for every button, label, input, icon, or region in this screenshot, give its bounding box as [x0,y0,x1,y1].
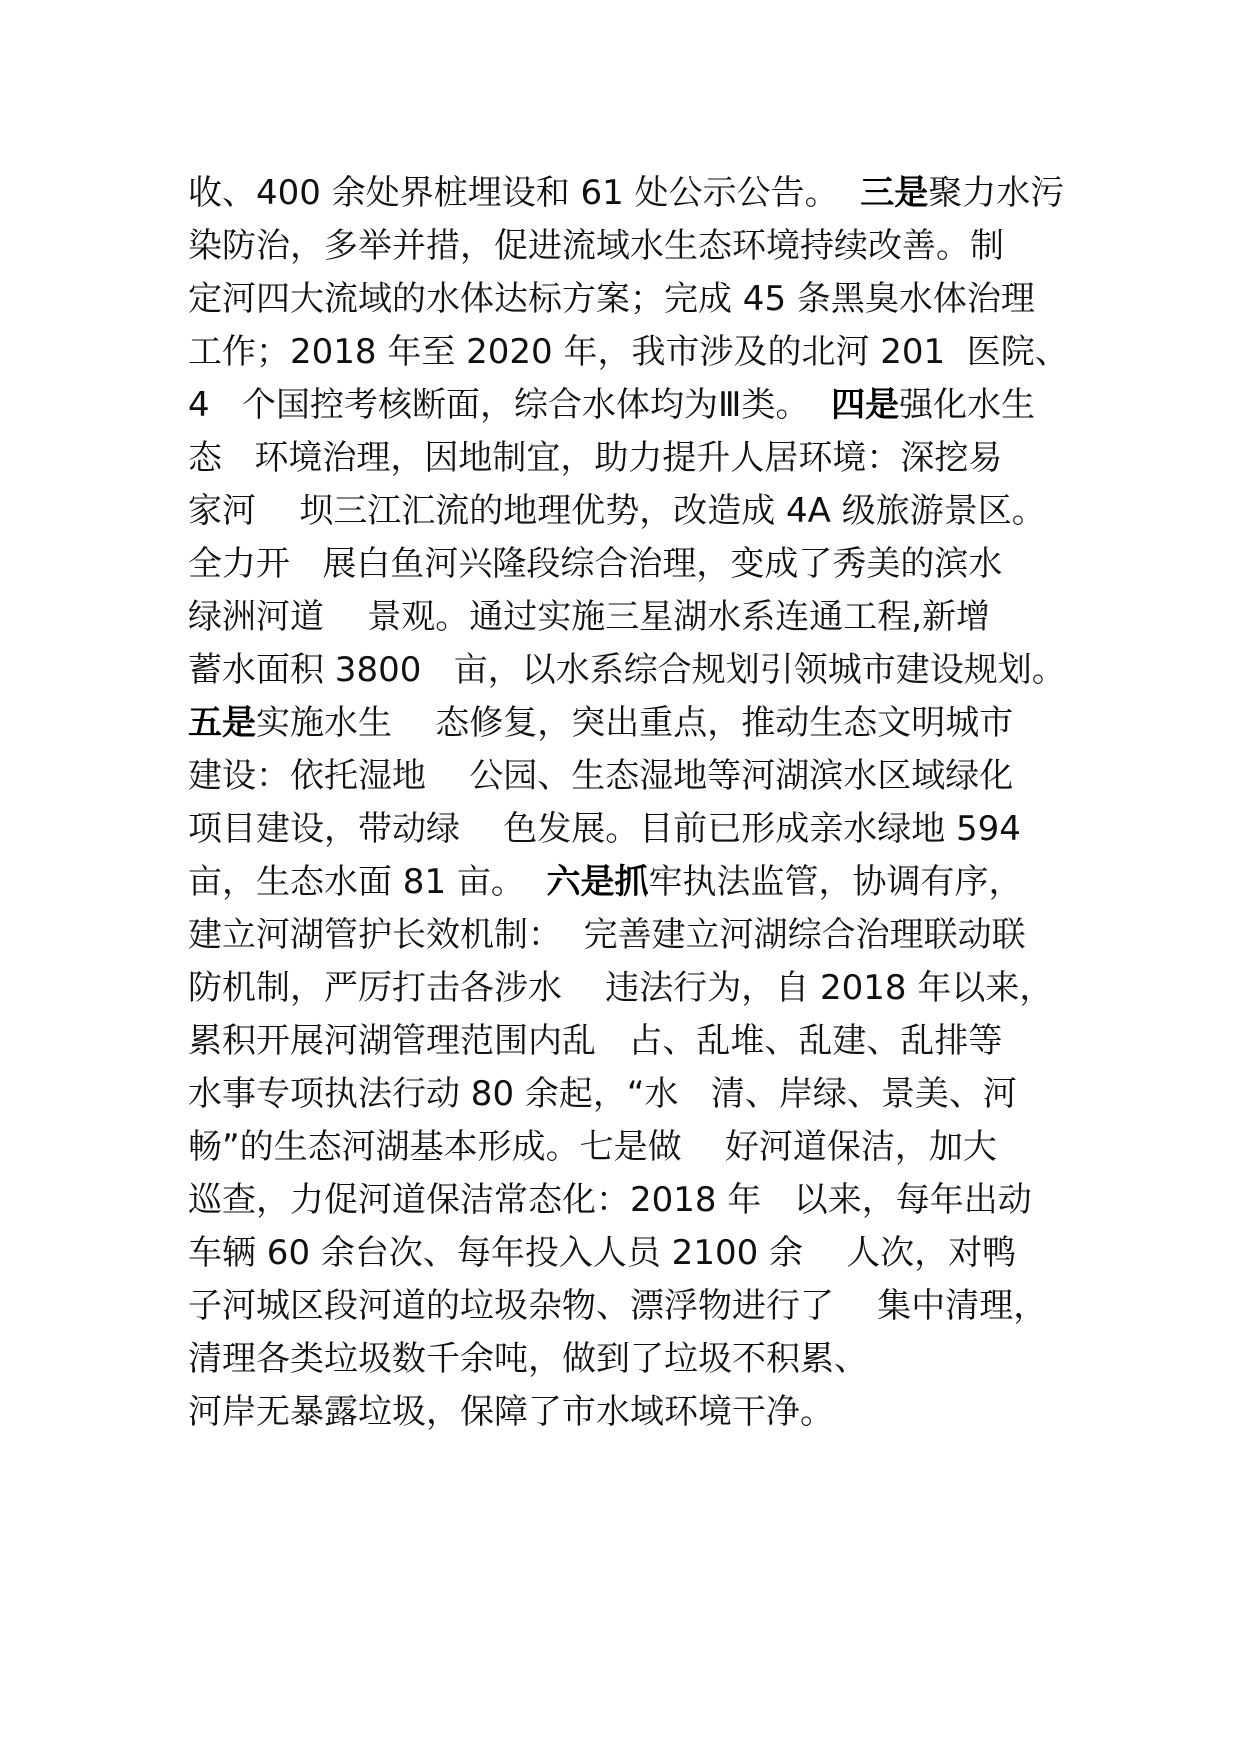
text-segment: 河岸无暴露垃圾，保障了市水域环境干净。 [188,1392,834,1432]
text-line [188,1227,1088,1280]
text-line [188,856,1088,909]
text-segment: 蓄水面积 3800 亩，以水系综合规划引领城市建设规划。 [188,650,1066,690]
text-line [188,167,1088,220]
text-segment: 车辆 60 余台次、每年投入人员 2100 余 人次，对鸭 [188,1233,1017,1273]
text-segment: 子河城区段河道的垃圾杂物、漂浮物进行了 集中清理， [188,1286,1048,1326]
text-segment: 建设：依托湿地 公园、生态湿地等河湖滨水区域绿化 [188,756,1014,796]
text-segment: 聚力水污 [928,173,1065,213]
text-segment: 建立河湖管护长效机制： 完善建立河湖综合治理联动联 [188,915,1026,955]
text-segment: 亩，生态水面 81 亩。 [188,862,547,902]
text-segment: 防机制，严厉打击各涉水 违法行为，自 2018 年以来， [188,968,1054,1008]
bold-keyword: 三是 [860,173,929,213]
text-segment: 实施水生 态修复，突出重点，推动生态文明城市 [256,703,1014,743]
text-line [188,220,1088,273]
bold-keyword: 五是 [188,703,256,743]
text-segment: 染防治，多举并措，促进流域水生态环境持续改善。制 [188,226,1004,266]
body-text [188,167,1088,1439]
text-line [188,538,1088,591]
text-line [188,326,1088,379]
text-segment: 家河 坝三江汇流的地理优势，改造成 4A 级旅游景区。 [188,491,1046,531]
text-segment: 畅”的生态河湖基本形成。七是做 好河道保洁，加大 [188,1127,997,1167]
text-line [188,1015,1088,1068]
bold-keyword: 四是 [831,385,900,425]
text-segment: 绿洲河道 景观。通过实施三星湖水系连通工程,新增 [188,597,991,637]
text-line [188,803,1088,856]
text-segment: 水事专项执法行动 80 余起，“水 清、岸绿、景美、河 [188,1074,1017,1114]
text-line [188,379,1088,432]
text-line [188,1068,1088,1121]
text-line [188,273,1088,326]
text-segment: 强化水生 [899,385,1036,425]
text-line [188,750,1088,803]
text-segment: 牢执法监管，协调有序， [648,862,1023,902]
text-line [188,644,1088,697]
text-segment: 4 个国控考核断面，综合水体均为Ⅲ类。 [188,385,832,425]
bold-keyword: 六是抓 [546,862,649,902]
text-line [188,909,1088,962]
text-line [188,1280,1088,1333]
text-line [188,485,1088,538]
text-segment: 收、400 余处界桩埋设和 61 处公示公告。 [188,173,861,213]
text-segment: 累积开展河湖管理范围内乱 占、乱堆、乱建、乱排等 [188,1021,1003,1061]
text-line [188,1174,1088,1227]
text-segment: 项目建设，带动绿 色发展。目前已形成亲水绿地 594 [188,809,1021,849]
text-line [188,1333,1088,1386]
text-line [188,697,1088,750]
text-line [188,591,1088,644]
text-segment: 态 环境治理，因地制宜，助力提升人居环境：深挖易 [188,438,1003,478]
text-line [188,1121,1088,1174]
text-segment: 定河四大流域的水体达标方案；完成 45 条黑臭水体治理 [188,279,1035,319]
text-segment: 全力开 展白鱼河兴隆段综合治理，变成了秀美的滨水 [188,544,1003,584]
text-segment: 巡查，力促河道保洁常态化：2018 年 以来，每年出动 [188,1180,1032,1220]
text-line [188,432,1088,485]
text-segment: 工作；2018 年至 2020 年，我市涉及的北河 201 医院、 [188,332,1069,372]
text-segment: 清理各类垃圾数千余吨，做到了垃圾不积累、 [188,1339,868,1379]
text-line [188,1386,1088,1439]
text-line [188,962,1088,1015]
